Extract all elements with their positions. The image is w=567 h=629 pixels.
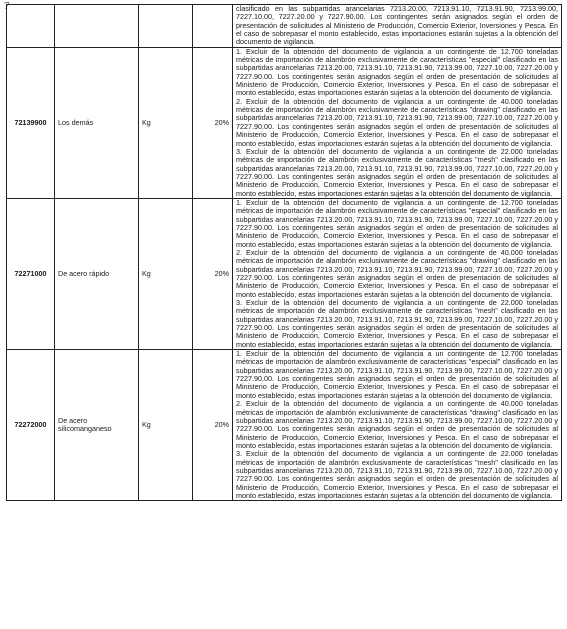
unit-cell: Kg [139,350,193,501]
rate-cell: 20% [193,47,233,198]
observation-paragraph: 1. Excluir de la obtención del documento de vigilancia a un contingente de 12.700 toneladas métricas de importación de alambrón exclusivamente de características "especial" clasificado en las subpartidas arancelarias 7213.20.00, 7213.91.10, 7213.91.90, 7213.99.00, 7227.10.00, 7227.20.00 y 7227.90.00. Los contingentes serán asignados según el orden de presentación de solicitudes al Ministerio de Producción, Comercio Exterior, Inversiones y Pesca. En el caso de sobrepasar el monto establecido, estas importaciones estarán sujetas a la obtención del documento de vigilancia. [236,46,558,98]
tariff-table [6,4,562,501]
observation-paragraph: 1. Excluir de la obtención del documento de vigilancia a un contingente de 12.700 toneladas métricas de importación de alambrón exclusivamente de características "especial" clasificado en las subpartidas arancelarias 7213.20.00, 7213.91.10, 7213.91.90, 7213.99.00, 7227.10.00, 7227.20.00 y 7227.90.00. Los contingentes serán asignados según el orden de presentación de solicitudes al Ministerio de Producción, Comercio Exterior, Inversiones y Pesca. En el caso de sobrepasar el monto establecido, estas importaciones estarán sujetas a la obtención del documento de vigilancia. [236,197,558,249]
table-row-continued [7,5,562,48]
description-cell: Los demás [55,47,139,198]
code-cell [7,5,55,48]
code-cell: 72139900 [7,47,55,198]
unit-cell [139,5,193,48]
observations-cell [233,47,562,198]
observation-paragraph: 2. Excluir de la obtención del documento de vigilancia a un contingente de 40.000 toneladas métricas de importación de alambrón exclusivamente de características "drawing" clasificado en las subpartidas arancelarias 7213.20.00, 7213.91.10, 7213.91.90, 7213.99.00, 7227.10.00, 7227.20.00 y 7227.90.00. Los contingentes serán asignados según el orden de presentación de solicitudes al Ministerio de Producción, Comercio Exterior, Inversiones y Pesca. En el caso de sobrepasar el monto establecido, estas importaciones estarán sujetas a la obtención del documento de vigilancia. [236,96,558,148]
observation-paragraph: 2. Excluir de la obtención del documento de vigilancia a un contingente de 40.000 toneladas métricas de importación de alambrón exclusivamente de características "drawing" clasificado en las subpartidas arancelarias 7213.20.00, 7213.91.10, 7213.91.90, 7213.99.00, 7227.10.00, 7227.20.00 y 7227.90.00. Los contingentes serán asignados según el orden de presentación de solicitudes al Ministerio de Producción, Comercio Exterior, Inversiones y Pesca. En el caso de sobrepasar el monto establecido, estas importaciones estarán sujetas a la obtención del documento de vigilancia. [236,247,558,299]
table-row [7,198,562,349]
rate-cell: 20% [193,198,233,349]
continued-paragraph: clasificado en las subpartidas arancelarias 7213.20.00, 7213.91.10, 7213.91.90, 7213.99.00, 7227.10.00, 7227.20.00 y 7227.90.00. Los contingentes serán asignados según el orden de presentación de solicitudes al Ministerio de Producción, Comercio Exterior, Inversiones y Pesca. En el caso de sobrepasar el monto establecido, estas importaciones estarán sujetas a la obtención del documento de vigilancia. [236,4,558,47]
table-row [7,350,562,501]
rate-cell: 20% [193,350,233,501]
description-cell: De acero rápido [55,198,139,349]
observation-paragraph: 3. Excluir de la obtención del documento de vigilancia a un contingente de 22.000 toneladas métricas de importación de alambrón exclusivamente de características "mesh" clasificado en las subpartidas arancelarias 7213.20.00, 7213.91.10, 7213.91.90, 7213.99.00, 7227.10.00, 7227.20.00 y 7227.90.00. Los contingentes serán asignados según el orden de presentación de solicitudes al Ministerio de Producción, Comercio Exterior, Inversiones y Pesca. En el caso de sobrepasar el monto establecido, estas importaciones estarán sujetas a la obtención del documento de vigilancia. [236,298,558,349]
observation-paragraph: 3. Excluir de la obtención del documento de vigilancia a un contingente de 22.000 toneladas métricas de importación de alambrón exclusivamente de características "mesh" clasificado en las subpartidas arancelarias 7213.20.00, 7213.91.10, 7213.91.90, 7213.99.00, 7227.10.00, 7227.20.00 y 7227.90.00. Los contingentes serán asignados según el orden de presentación de solicitudes al Ministerio de Producción, Comercio Exterior, Inversiones y Pesca. En el caso de sobrepasar el monto establecido, estas importaciones estarán sujetas a la obtención del documento de vigilancia. [236,146,558,198]
observations-cell [233,198,562,349]
observation-paragraph: 3. Excluir de la obtención del documento de vigilancia a un contingente de 22.000 toneladas métricas de importación de alambrón exclusivamente de características "mesh" clasificado en las subpartidas arancelarias 7213.20.00, 7213.91.10, 7213.91.90, 7213.99.00, 7227.10.00, 7227.20.00 y 7227.90.00. Los contingentes serán asignados según el orden de presentación de solicitudes al Ministerio de Producción, Comercio Exterior, Inversiones y Pesca. En el caso de sobrepasar el monto establecido, estas importaciones estarán sujetas a la obtención del documento de vigilancia. [236,449,558,500]
description-cell [55,5,139,48]
unit-cell: Kg [139,198,193,349]
description-cell: De acero silicomanganeso [55,350,139,501]
observations-cell [233,5,562,48]
rate-cell [193,5,233,48]
observation-paragraph: 2. Excluir de la obtención del documento de vigilancia a un contingente de 40.000 toneladas métricas de importación de alambrón exclusivamente de características "drawing" clasificado en las subpartidas arancelarias 7213.20.00, 7213.91.10, 7213.91.90, 7213.99.00, 7227.10.00, 7227.20.00 y 7227.90.00. Los contingentes serán asignados según el orden de presentación de solicitudes al Ministerio de Producción, Comercio Exterior, Inversiones y Pesca. En el caso de sobrepasar el monto establecido, estas importaciones estarán sujetas a la obtención del documento de vigilancia. [236,399,558,450]
code-cell: 72271000 [7,198,55,349]
observations-cell [233,350,562,501]
handwritten-page-mark: 7 [4,0,10,12]
unit-cell: Kg [139,47,193,198]
table-row [7,47,562,198]
observation-paragraph: 1. Excluir de la obtención del documento de vigilancia a un contingente de 12.700 toneladas métricas de importación de alambrón exclusivamente de características "especial" clasificado en las subpartidas arancelarias 7213.20.00, 7213.91.10, 7213.91.90, 7213.99.00, 7227.10.00, 7227.20.00 y 7227.90.00. Los contingentes serán asignados según el orden de presentación de solicitudes al Ministerio de Producción, Comercio Exterior, Inversiones y Pesca. En el caso de sobrepasar el monto establecido, estas importaciones estarán sujetas a la obtención del documento de vigilancia. [236,349,558,400]
code-cell: 72272000 [7,350,55,501]
